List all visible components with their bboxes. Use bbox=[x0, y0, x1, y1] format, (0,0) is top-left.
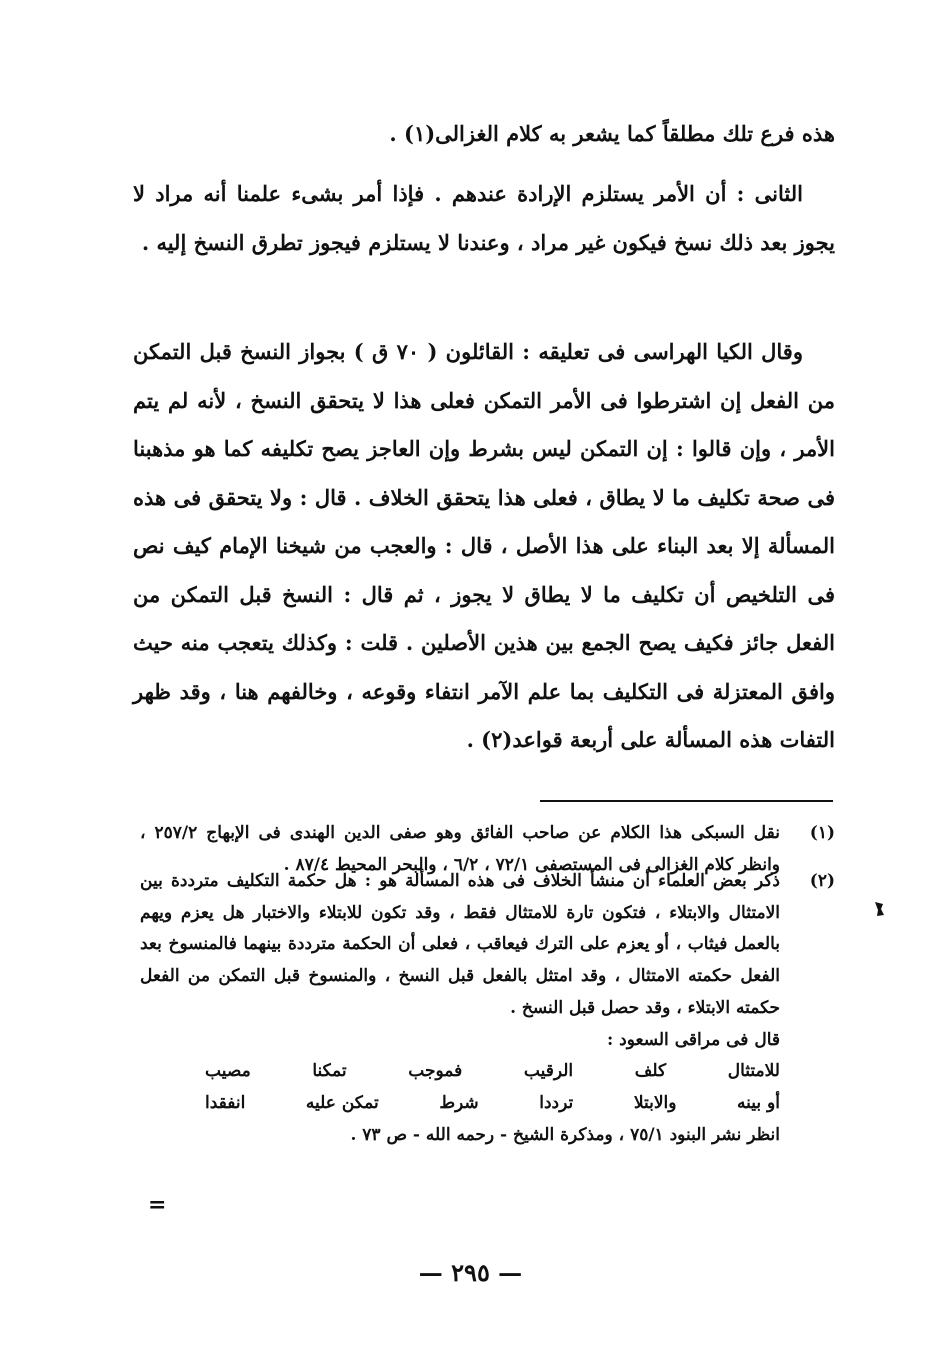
poem-line-1 bbox=[205, 1056, 780, 1088]
poem-word: مصيب bbox=[205, 1061, 251, 1082]
continuation-mark: = bbox=[148, 1192, 167, 1218]
paragraph-text: وقال الكيا الهراسى فى تعليقه : القائلون ( ٧٠ ق ) بجواز النسخ قبل التمكن من الفعل إن اشترطوا فى الأمر التمكن فعلى هذا لا يتحقق النسخ ، لأنه لم يتم الأمر ، وإن قالوا : إن التمكن ليس بشرط وإن العاجز يصح تكليفه كما هو مذهبنا فى صحة تكليف ما لا يطاق ، فعلى هذا يتحقق الخلاف . قال : ولا يتحقق فى هذه المسألة إلا بعد البناء على هذا الأصل ، قال : والعجب من شيخنا الإمام كيف نص فى التلخيص أن تكليف ما لا يطاق لا يجوز ، ثم قال : النسخ قبل التمكن من الفعل جائز فكيف يصح الجمع بين هذين الأصلين . قلت : وكذلك يتعجب منه حيث وافق المعتزلة فى التكليف بما علم الآمر انتفاء وقوعه ، وخالفهم هنا ، وقد ظهر التفات هذه المسألة على أربعة قواعد(٢) . bbox=[133, 339, 836, 752]
footnote-separator bbox=[540, 800, 833, 802]
footnote-reference-line: انظر نشر البنود ٧٥/١ ، ومذكرة الشيخ - رحمه الله - ص ٧٣ . bbox=[350, 1124, 780, 1145]
footnote-number: (٢) bbox=[809, 871, 835, 891]
poem-word: تمكنا bbox=[312, 1061, 347, 1082]
poem-word: للامتثال bbox=[727, 1061, 780, 1082]
poem-word: شرط bbox=[439, 1092, 479, 1113]
poem-word: كلف bbox=[634, 1061, 667, 1082]
footnote-text: ذكر بعض العلماء أن منشأ الخلاف فى هذه المسألة هو : هل حكمة التكليف مترددة بين الامتثال والابتلاء ، فتكون تارة للامتثال فقط ، وقد تكون للابتلاء والاختبار هل يعزم ويهم بالعمل فيثاب ، أو يعزم على الترك فيعاقب ، فعلى أن الحكمة مترددة بينهما فالمنسوخ بعد الفعل حكمته الامتثال ، وقد امتثل بالفعل قبل النسخ ، والمنسوخ قبل التمكن من الفعل حكمته الابتلاء ، وقد حصل قبل النسخ . bbox=[140, 871, 780, 1018]
poem-intro: قال فى مراقى السعود : bbox=[606, 1029, 780, 1050]
poem-word: والابتلا bbox=[633, 1092, 677, 1113]
page-number: — ٢٩٥ — bbox=[418, 1258, 523, 1287]
poem-line-2 bbox=[205, 1088, 780, 1120]
poem-word: انفقدا bbox=[205, 1092, 246, 1113]
main-text-paragraph-3 bbox=[133, 328, 835, 765]
poem-word: تمكن عليه bbox=[305, 1092, 379, 1113]
poem-word: أو بينه bbox=[737, 1092, 780, 1113]
main-text-paragraph-1 bbox=[133, 110, 835, 159]
poem-word: فموجب bbox=[408, 1061, 463, 1082]
footnote-text: نقل السبكى هذا الكلام عن صاحب الفائق وهو صفى الدين الهندى فى الإبهاج ٢٥٧/٢ ، وانظر كلام الغزالى فى المستصفى ٧٢/١ ، ٦/٢ ، والبحر المحيط ٨٧/٤ . bbox=[140, 823, 780, 875]
margin-ink-mark-icon bbox=[872, 900, 886, 918]
footnote-number: (١) bbox=[809, 823, 835, 843]
paragraph-text: الثانى : أن الأمر يستلزم الإرادة عندهم . فإذا أمر بشىء علمنا أنه مراد لا يجوز بعد ذلك نسخ فيكون غير مراد ، وعندنا لا يستلزم فيجوز تطرق النسخ إليه . bbox=[133, 181, 835, 255]
main-text-paragraph-2 bbox=[133, 170, 835, 267]
poem-word: ترددا bbox=[539, 1092, 574, 1113]
footnote-2 bbox=[140, 866, 835, 1151]
poem-word: الرقيب bbox=[523, 1061, 574, 1082]
poem bbox=[140, 1056, 780, 1119]
paragraph-text: هذه فرع تلك مطلقاً كما يشعر به كلام الغزالى(١) . bbox=[389, 121, 835, 146]
